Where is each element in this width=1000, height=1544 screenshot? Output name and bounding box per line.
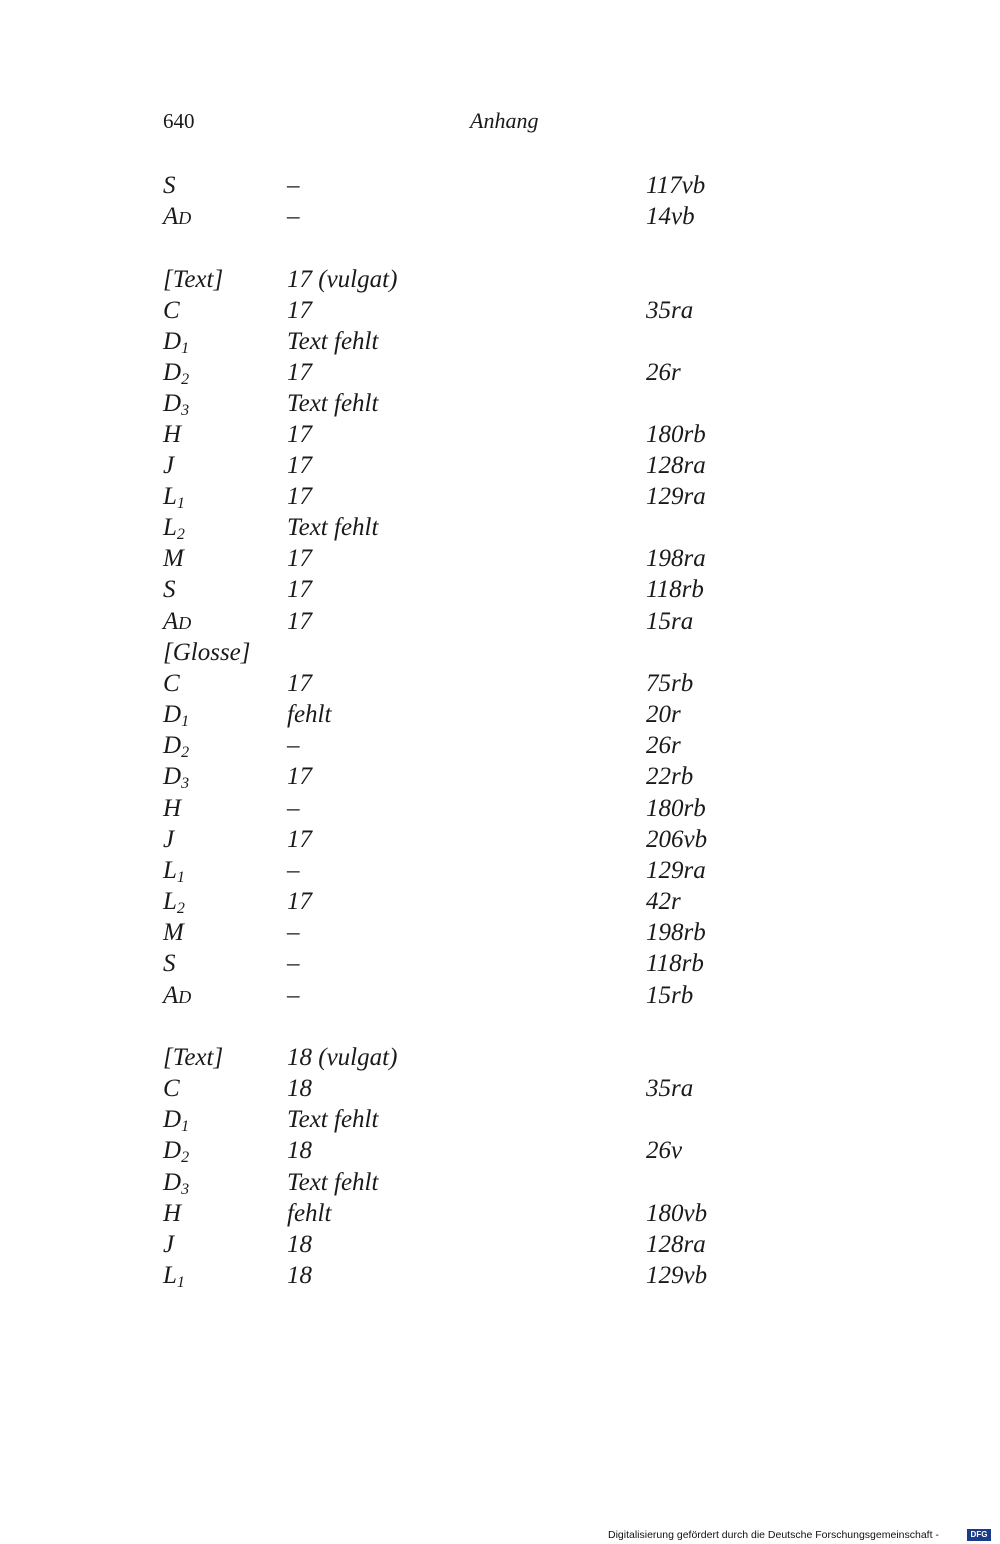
siglum-cell xyxy=(163,1135,189,1166)
chapter-cell: Text fehlt xyxy=(287,390,379,417)
folio-cell: 15ra xyxy=(646,608,694,635)
siglum-cell xyxy=(163,264,223,295)
siglum-cell xyxy=(163,1198,181,1229)
siglum-letter: H xyxy=(163,795,182,822)
siglum-cell xyxy=(163,1229,174,1260)
folio-cell: 75rb xyxy=(646,670,694,697)
folio-cell: 118rb xyxy=(646,950,704,977)
folio-cell: 26r xyxy=(646,359,681,386)
siglum-subscript: 3 xyxy=(181,775,190,792)
table-row xyxy=(0,886,1000,917)
siglum-cell xyxy=(163,1104,189,1135)
siglum-subscript: 2 xyxy=(181,371,190,388)
siglum-letter: L xyxy=(163,483,177,510)
siglum-cell xyxy=(163,326,189,357)
chapter-cell: – xyxy=(287,172,300,199)
siglum-cell xyxy=(163,699,189,730)
folio-cell: 129vb xyxy=(646,1262,708,1289)
chapter-cell: 17 xyxy=(287,576,312,603)
siglum-cell xyxy=(163,1073,180,1104)
chapter-cell: 17 xyxy=(287,608,312,635)
siglum-subscript: 1 xyxy=(181,1118,190,1135)
folio-cell: 22rb xyxy=(646,763,694,790)
folio-cell: 20r xyxy=(646,701,681,728)
folio-cell: 206vb xyxy=(646,826,708,853)
table-row xyxy=(0,574,1000,605)
siglum-letter: S xyxy=(163,172,176,199)
chapter-cell: Text fehlt xyxy=(287,1169,379,1196)
table-row xyxy=(0,793,1000,824)
folio-cell: 129ra xyxy=(646,857,706,884)
folio-cell: 198ra xyxy=(646,545,706,572)
siglum-letter: A xyxy=(163,982,179,1009)
folio-cell: 15rb xyxy=(646,982,694,1009)
table-row xyxy=(0,980,1000,1011)
siglum-letter: D xyxy=(163,701,182,728)
table-row xyxy=(0,295,1000,326)
siglum-cell xyxy=(163,450,174,481)
siglum-smallcap: D xyxy=(178,613,192,633)
table-row xyxy=(0,388,1000,419)
folio-cell: 117vb xyxy=(646,172,706,199)
chapter-cell: 17 xyxy=(287,888,312,915)
table-row xyxy=(0,730,1000,761)
table-row xyxy=(0,824,1000,855)
siglum-subscript: 2 xyxy=(176,526,185,543)
chapter-cell: 17 (vulgat) xyxy=(287,266,398,293)
siglum-subscript: 1 xyxy=(176,869,185,886)
siglum-cell xyxy=(163,512,185,543)
chapter-cell: – xyxy=(287,795,300,822)
chapter-cell: – xyxy=(287,857,300,884)
folio-cell: 180rb xyxy=(646,795,706,822)
chapter-cell: 17 xyxy=(287,421,312,448)
table-row xyxy=(0,264,1000,295)
chapter-cell: – xyxy=(287,919,300,946)
table-row xyxy=(0,1198,1000,1229)
table-row xyxy=(0,357,1000,388)
siglum-letter: A xyxy=(163,203,179,230)
siglum-cell xyxy=(163,481,185,512)
siglum-letter: [Text] xyxy=(163,1044,224,1071)
siglum-smallcap: D xyxy=(178,987,192,1007)
table-row xyxy=(0,512,1000,543)
folio-cell: 35ra xyxy=(646,297,694,324)
chapter-cell: fehlt xyxy=(287,1200,332,1227)
siglum-letter: D xyxy=(163,763,182,790)
siglum-letter: A xyxy=(163,608,179,635)
siglum-subscript: 1 xyxy=(176,1274,185,1291)
table-row xyxy=(0,855,1000,886)
siglum-letter: M xyxy=(163,545,184,572)
siglum-subscript: 3 xyxy=(181,402,190,419)
chapter-cell: Text fehlt xyxy=(287,328,379,355)
folio-cell: 128ra xyxy=(646,452,706,479)
digitization-credit: Digitalisierung gefördert durch die Deutsche Forschungsgemeinschaft - xyxy=(608,1529,939,1541)
siglum-subscript: 1 xyxy=(181,340,190,357)
siglum-letter: L xyxy=(163,857,177,884)
siglum-cell xyxy=(163,668,180,699)
table-row xyxy=(0,1104,1000,1135)
siglum-letter: M xyxy=(163,919,184,946)
siglum-cell xyxy=(163,201,191,234)
chapter-cell: 17 xyxy=(287,670,312,697)
siglum-letter: D xyxy=(163,1137,182,1164)
table-row xyxy=(0,917,1000,948)
table-row xyxy=(0,481,1000,512)
folio-cell: 35ra xyxy=(646,1075,694,1102)
siglum-cell xyxy=(163,980,191,1013)
table-row xyxy=(0,419,1000,450)
siglum-cell xyxy=(163,419,181,450)
siglum-cell xyxy=(163,1042,223,1073)
chapter-cell: 17 xyxy=(287,826,312,853)
siglum-cell xyxy=(163,948,176,979)
table-row xyxy=(0,450,1000,481)
table-row xyxy=(0,1135,1000,1166)
chapter-cell: 17 xyxy=(287,297,312,324)
siglum-cell xyxy=(163,543,184,574)
chapter-cell: 17 xyxy=(287,452,312,479)
chapter-cell: – xyxy=(287,732,300,759)
siglum-letter: L xyxy=(163,514,177,541)
table-row xyxy=(0,948,1000,979)
folio-cell: 42r xyxy=(646,888,681,915)
siglum-cell xyxy=(163,730,189,761)
chapter-cell: 18 xyxy=(287,1231,312,1258)
siglum-subscript: 2 xyxy=(181,744,190,761)
siglum-letter: D xyxy=(163,1106,182,1133)
table-row xyxy=(0,1073,1000,1104)
siglum-letter: H xyxy=(163,421,182,448)
siglum-letter: C xyxy=(163,297,180,324)
chapter-cell: 17 xyxy=(287,763,312,790)
chapter-cell: 18 xyxy=(287,1137,312,1164)
siglum-cell xyxy=(163,917,184,948)
siglum-cell xyxy=(163,637,251,668)
siglum-cell xyxy=(163,606,191,639)
running-head: Anhang xyxy=(470,108,539,133)
table-row xyxy=(0,637,1000,668)
table-row xyxy=(0,170,1000,201)
table-row xyxy=(0,201,1000,232)
chapter-cell: Text fehlt xyxy=(287,514,379,541)
siglum-subscript: 3 xyxy=(181,1181,190,1198)
folio-cell: 129ra xyxy=(646,483,706,510)
siglum-cell xyxy=(163,761,189,792)
page-number: 640 xyxy=(163,109,195,133)
siglum-cell xyxy=(163,824,174,855)
chapter-cell: – xyxy=(287,982,300,1009)
siglum-cell xyxy=(163,886,185,917)
siglum-cell xyxy=(163,1167,189,1198)
siglum-cell xyxy=(163,574,176,605)
siglum-cell xyxy=(163,388,189,419)
table-row xyxy=(0,606,1000,637)
chapter-cell: 17 xyxy=(287,359,312,386)
table-row xyxy=(0,699,1000,730)
chapter-cell: fehlt xyxy=(287,701,332,728)
siglum-smallcap: D xyxy=(178,208,192,228)
siglum-subscript: 2 xyxy=(181,1149,190,1166)
siglum-letter: [Text] xyxy=(163,266,224,293)
table-row xyxy=(0,761,1000,792)
siglum-letter: J xyxy=(163,826,175,853)
chapter-cell: Text fehlt xyxy=(287,1106,379,1133)
siglum-letter: C xyxy=(163,1075,180,1102)
siglum-letter: D xyxy=(163,390,182,417)
table-row xyxy=(0,1167,1000,1198)
folio-cell: 26v xyxy=(646,1137,683,1164)
chapter-cell: 18 xyxy=(287,1075,312,1102)
chapter-cell: 18 xyxy=(287,1262,312,1289)
siglum-letter: D xyxy=(163,1169,182,1196)
siglum-letter: J xyxy=(163,452,175,479)
table-row xyxy=(0,1229,1000,1260)
siglum-letter: D xyxy=(163,328,182,355)
chapter-cell: – xyxy=(287,203,300,230)
siglum-letter: D xyxy=(163,359,182,386)
folio-cell: 128ra xyxy=(646,1231,706,1258)
siglum-letter: D xyxy=(163,732,182,759)
siglum-letter: H xyxy=(163,1200,182,1227)
chapter-cell: – xyxy=(287,950,300,977)
chapter-cell: 18 (vulgat) xyxy=(287,1044,398,1071)
siglum-letter: [Glosse] xyxy=(163,639,251,666)
siglum-subscript: 1 xyxy=(176,495,185,512)
table-row xyxy=(0,668,1000,699)
siglum-subscript: 2 xyxy=(176,900,185,917)
siglum-cell xyxy=(163,793,181,824)
folio-cell: 118rb xyxy=(646,576,704,603)
table-row xyxy=(0,326,1000,357)
folio-cell: 14vb xyxy=(646,203,695,230)
dfg-logo: DFG xyxy=(967,1529,991,1541)
siglum-letter: L xyxy=(163,1262,177,1289)
table-row xyxy=(0,543,1000,574)
folio-cell: 198rb xyxy=(646,919,706,946)
siglum-cell xyxy=(163,1260,185,1291)
table-row xyxy=(0,1042,1000,1073)
siglum-cell xyxy=(163,295,180,326)
table-row xyxy=(0,1260,1000,1291)
folio-cell: 26r xyxy=(646,732,681,759)
siglum-letter: J xyxy=(163,1231,175,1258)
siglum-letter: C xyxy=(163,670,180,697)
siglum-cell xyxy=(163,855,185,886)
siglum-letter: S xyxy=(163,950,176,977)
folio-cell: 180vb xyxy=(646,1200,708,1227)
siglum-cell xyxy=(163,170,176,201)
chapter-cell: 17 xyxy=(287,483,312,510)
siglum-subscript: 1 xyxy=(181,713,190,730)
chapter-cell: 17 xyxy=(287,545,312,572)
siglum-letter: S xyxy=(163,576,176,603)
folio-cell: 180rb xyxy=(646,421,706,448)
siglum-letter: L xyxy=(163,888,177,915)
siglum-cell xyxy=(163,357,189,388)
